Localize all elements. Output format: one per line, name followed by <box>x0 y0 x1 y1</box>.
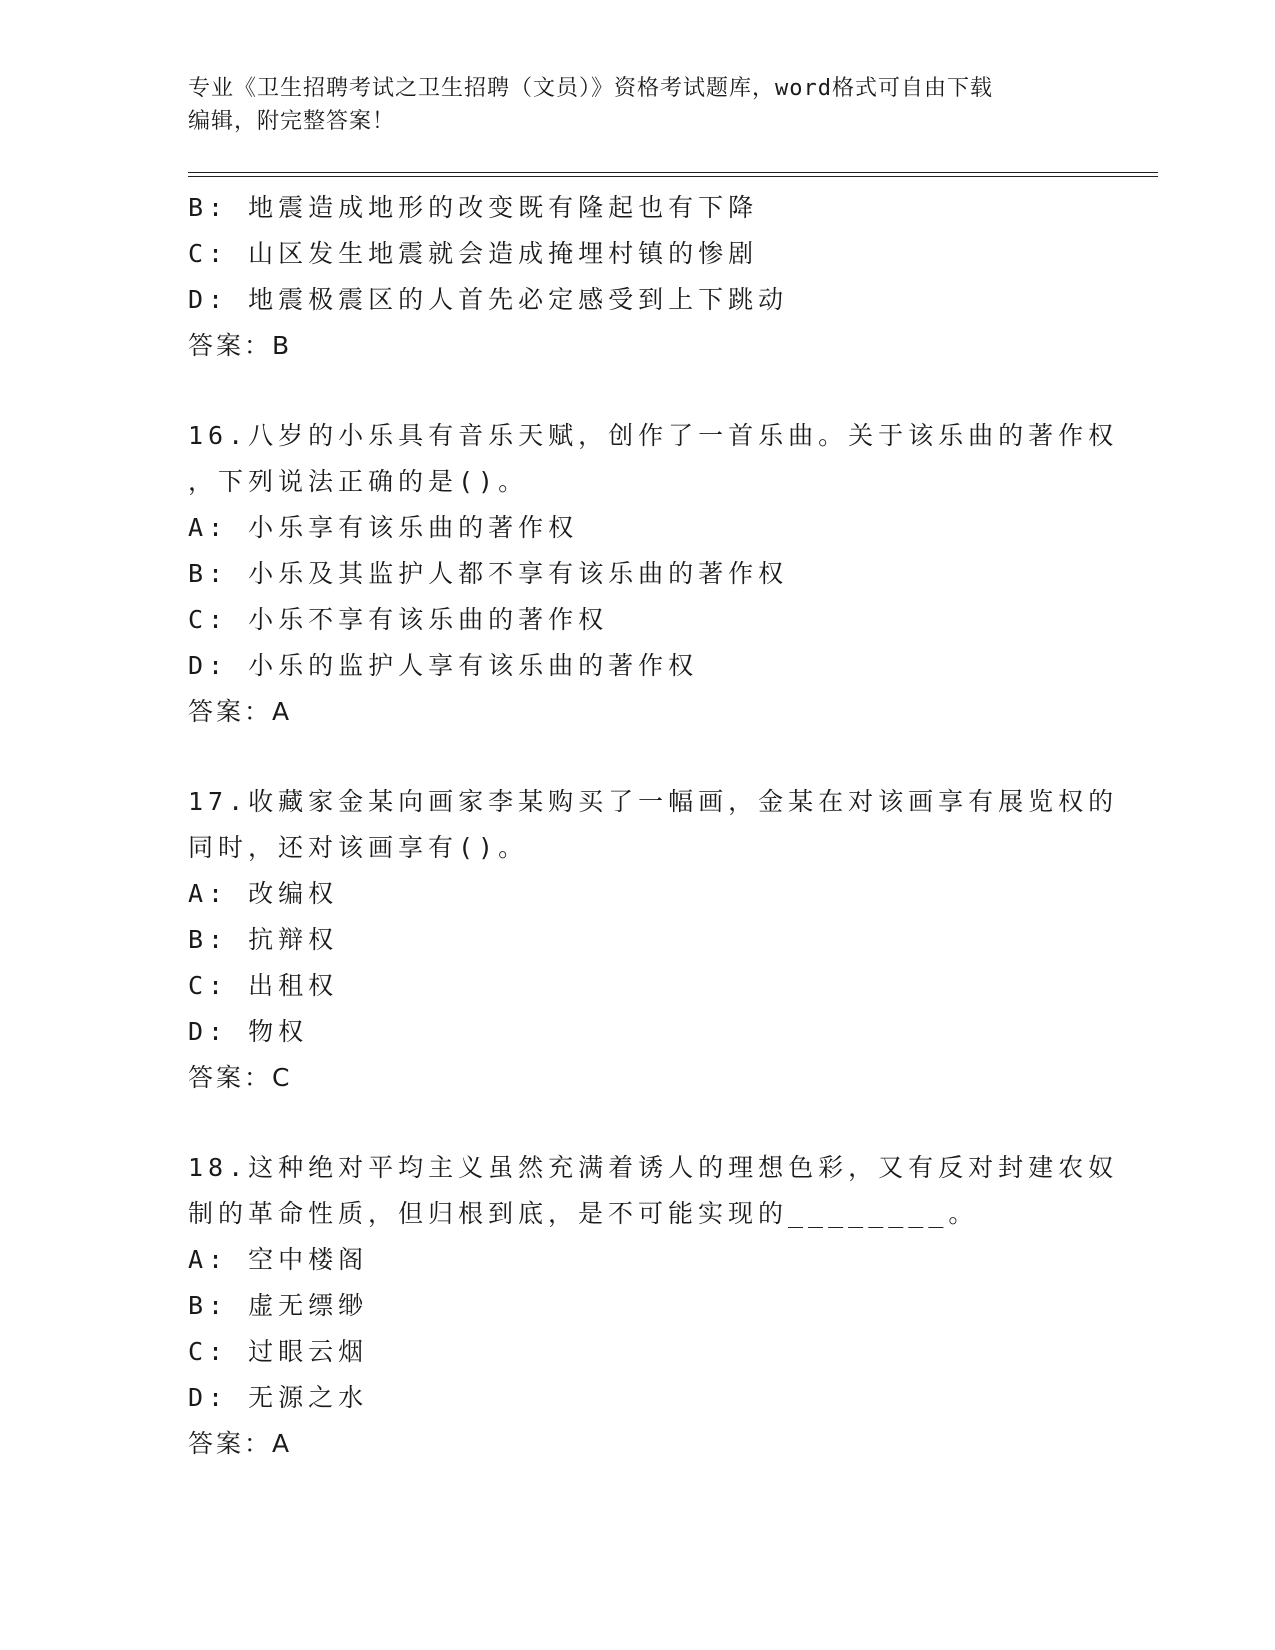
question-list <box>188 185 1148 1467</box>
option-c: C: 小乐不享有该乐曲的著作权 <box>188 605 609 634</box>
option-a: A: 小乐享有该乐曲的著作权 <box>188 513 579 542</box>
option-c: C: 过眼云烟 <box>188 1337 369 1366</box>
option-d: D: 小乐的监护人享有该乐曲的著作权 <box>188 651 699 680</box>
document-header <box>188 72 1068 138</box>
document-page <box>188 72 1148 1467</box>
option-d: D: 地震极震区的人首先必定感受到上下跳动 <box>188 285 789 314</box>
option-a: A: 改编权 <box>188 879 339 908</box>
question-stem-line: ，下列说法正确的是()。 <box>188 467 529 496</box>
header-line-1: 专业《卫生招聘考试之卫生招聘（文员）》资格考试题库，word格式可自由下载 <box>188 76 993 101</box>
question-stem-line: 17.收藏家金某向画家李某购买了一幅画，金某在对该画享有展览权的 <box>188 787 1119 816</box>
question-18 <box>188 1145 1148 1467</box>
question-16 <box>188 413 1148 735</box>
option-b: B: 地震造成地形的改变既有隆起也有下降 <box>188 193 759 222</box>
option-c: C: 山区发生地震就会造成掩埋村镇的惨剧 <box>188 239 759 268</box>
header-divider <box>188 172 1158 177</box>
answer-line: 答案：A <box>188 1429 293 1458</box>
option-b: B: 抗辩权 <box>188 925 339 954</box>
header-line-2: 编辑，附完整答案！ <box>188 109 396 134</box>
question-17 <box>188 779 1148 1101</box>
option-b: B: 小乐及其监护人都不享有该乐曲的著作权 <box>188 559 789 588</box>
option-c: C: 出租权 <box>188 971 339 1000</box>
answer-line: 答案：B <box>188 331 293 360</box>
question-15-continued <box>188 185 1148 369</box>
option-a: A: 空中楼阁 <box>188 1245 369 1274</box>
option-b: B: 虚无缥缈 <box>188 1291 369 1320</box>
question-stem-line: 16.八岁的小乐具有音乐天赋，创作了一首乐曲。关于该乐曲的著作权 <box>188 421 1119 450</box>
question-stem-line: 18.这种绝对平均主义虽然充满着诱人的理想色彩，又有反对封建农奴 <box>188 1153 1119 1182</box>
answer-line: 答案：C <box>188 1063 293 1092</box>
answer-line: 答案：A <box>188 697 293 726</box>
option-d: D: 物权 <box>188 1017 309 1046</box>
question-stem-line: 同时，还对该画享有()。 <box>188 833 529 862</box>
question-stem-line: 制的革命性质，但归根到底，是不可能实现的________。 <box>188 1199 979 1228</box>
option-d: D: 无源之水 <box>188 1383 369 1412</box>
